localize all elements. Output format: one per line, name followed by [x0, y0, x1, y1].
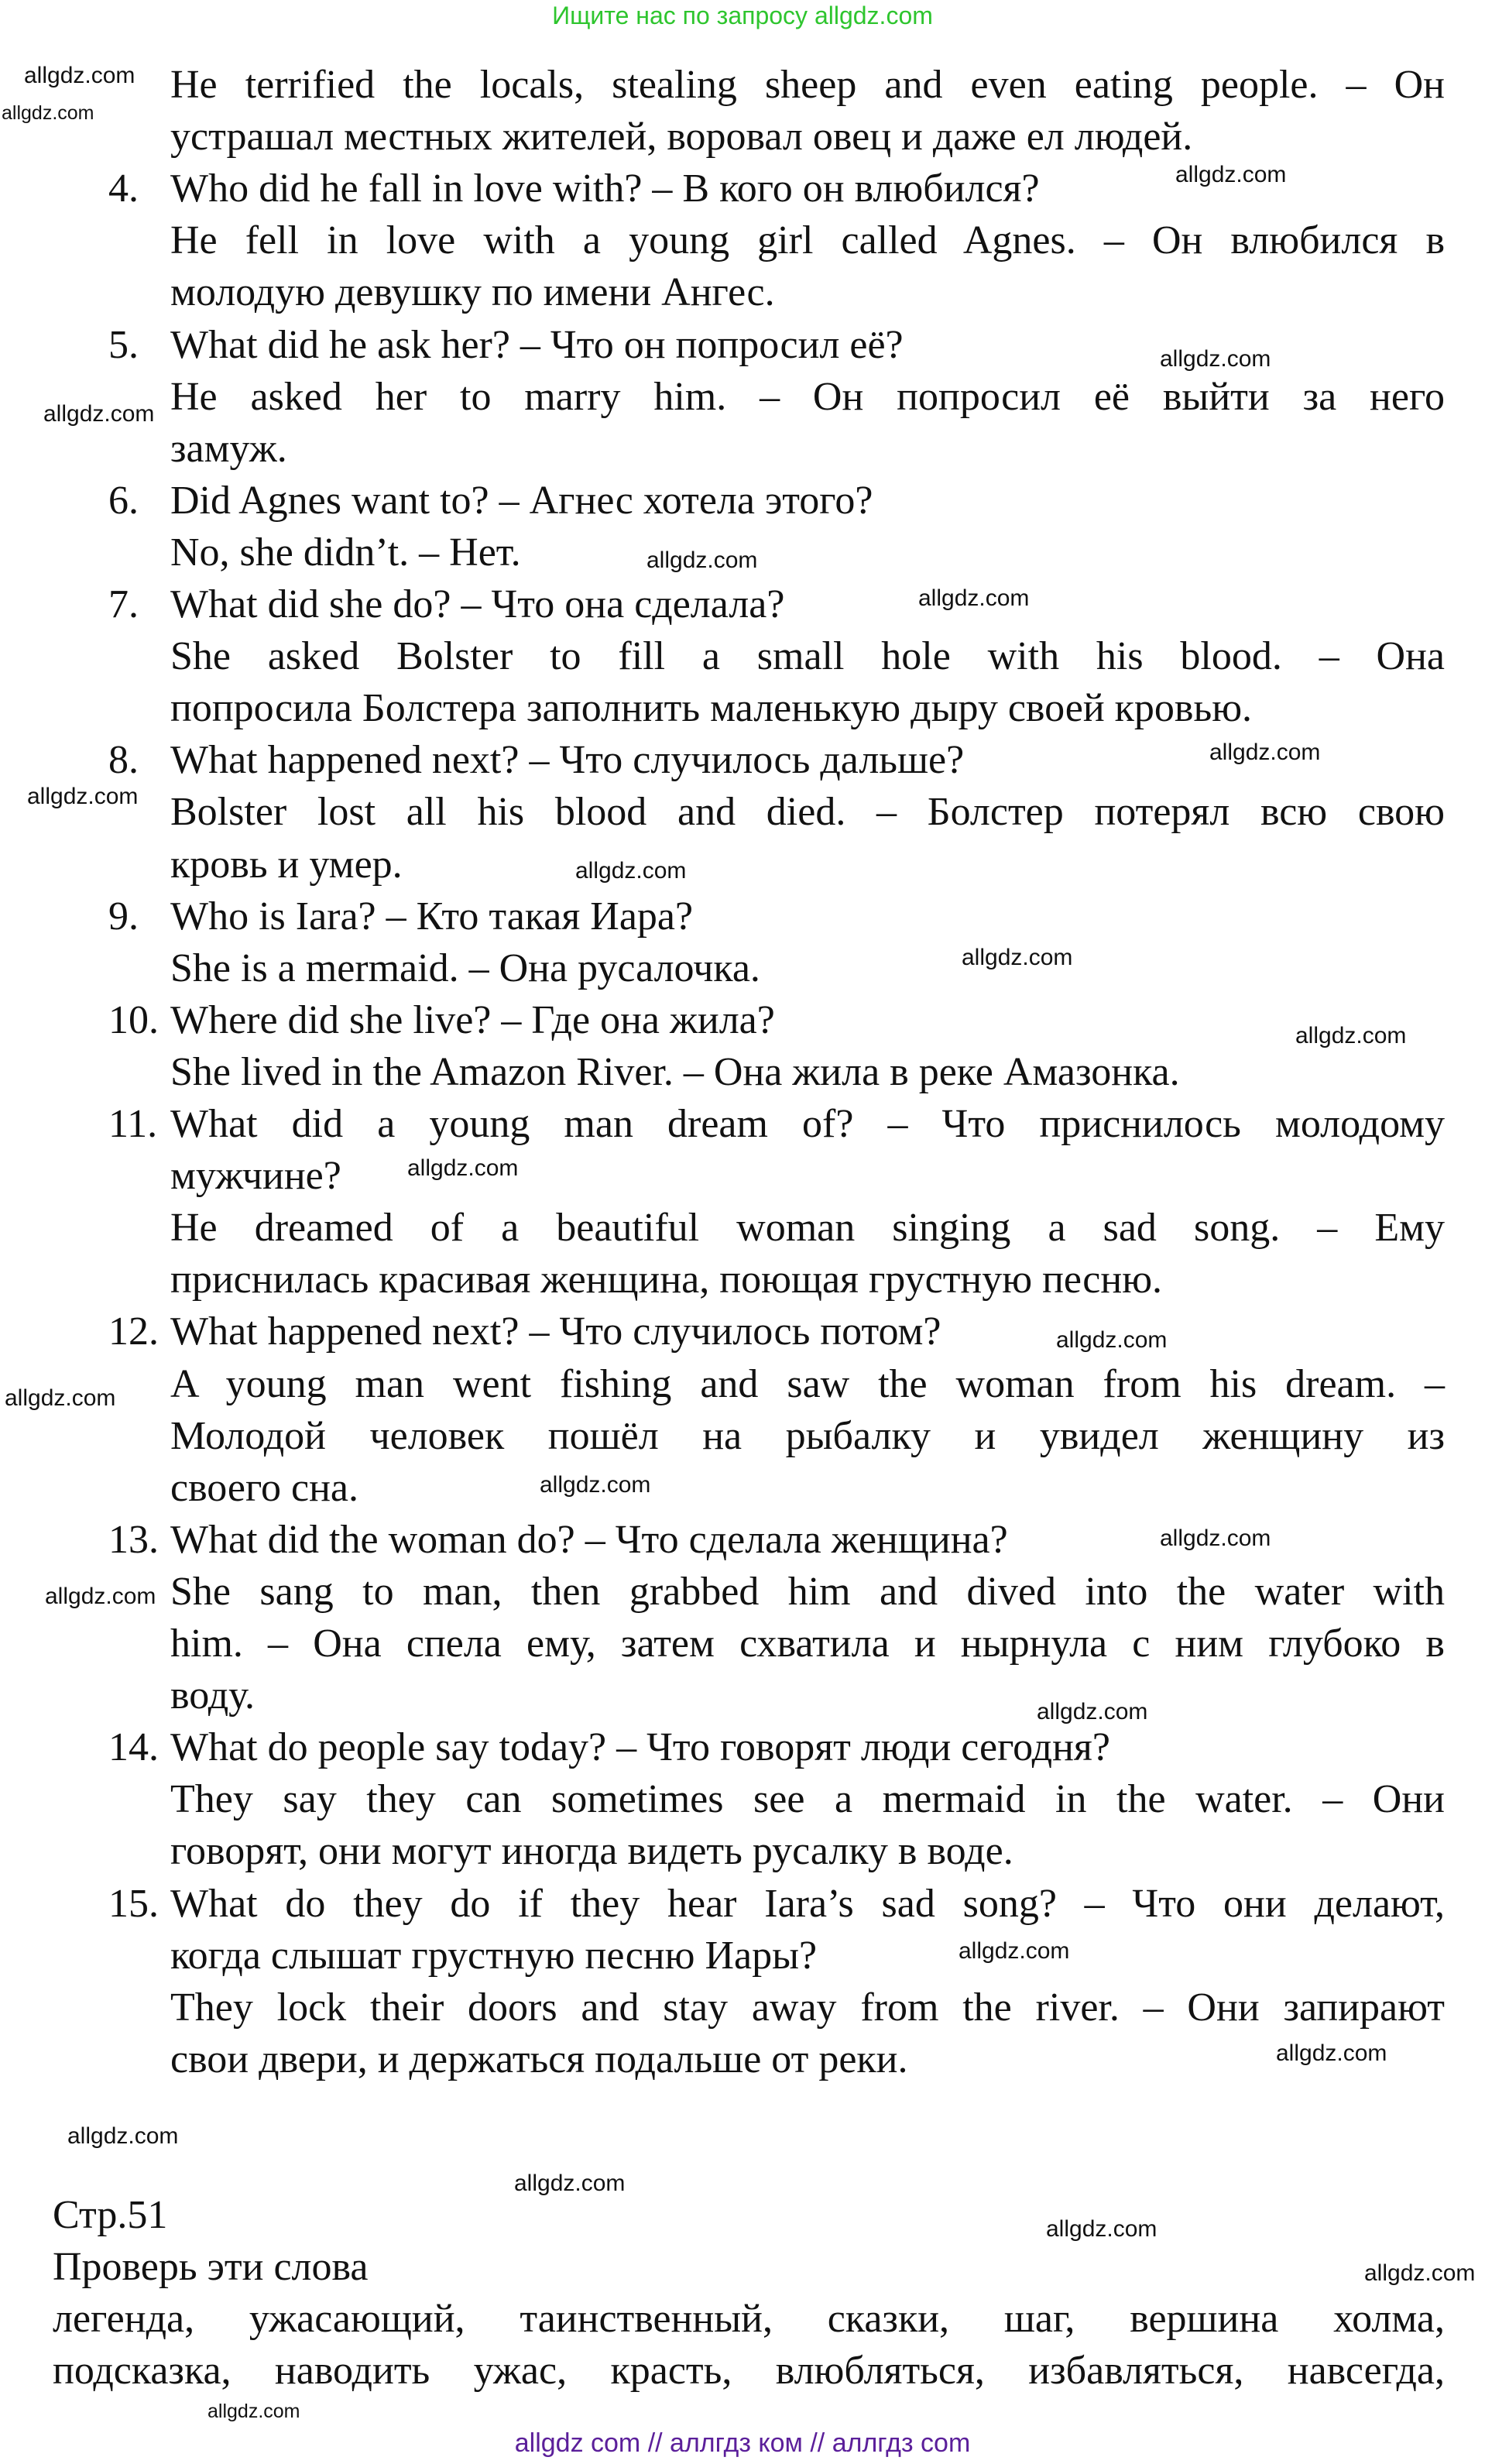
watermark: allgdz.com [1056, 1327, 1168, 1353]
line-text: попросила Болстера заполнить маленькую дыру своей кровью. [170, 686, 1253, 731]
item-number: 10. [108, 997, 159, 1042]
answer-line [0, 839, 1485, 891]
question-line [0, 1098, 1485, 1150]
question-line [0, 1150, 1485, 1202]
line-text: Who did he fall in love with? – В кого он влюбился? [170, 166, 1040, 211]
answer-line [0, 266, 1485, 318]
line-text: мужчине? [170, 1154, 341, 1199]
watermark: allgdz.com [407, 1155, 519, 1181]
line-text: He dreamed of a beautiful woman singing a sad song. – Ему [170, 1206, 1445, 1251]
vocabulary-line [0, 2345, 1485, 2397]
answer-line [0, 1046, 1485, 1098]
item-number: 4. [108, 166, 139, 211]
line-text: молодую девушку по имени Ангес. [170, 270, 775, 315]
section-title [0, 2241, 1485, 2293]
question-line [0, 1878, 1485, 1930]
line-text: What do people say today? – Что говорят люди сегодня? [170, 1725, 1110, 1770]
answer-line [0, 786, 1485, 838]
answer-line [0, 1462, 1485, 1514]
answer-line [0, 1254, 1485, 1306]
line-text: They lock their doors and stay away from the river. – Они запирают [170, 1985, 1445, 2030]
item-number: 12. [108, 1309, 159, 1354]
watermark: allgdz.com [1046, 2216, 1157, 2242]
answer-line [0, 682, 1485, 734]
line-text: Did Agnes want to? – Агнес хотела этого? [170, 478, 873, 523]
answer-line [0, 1773, 1485, 1825]
watermark: allgdz.com [1160, 346, 1271, 372]
answer-line [0, 111, 1485, 163]
item-number: 11. [108, 1102, 158, 1146]
item-number: 5. [108, 322, 139, 367]
search-banner: Ищите нас по запросу allgdz.com [552, 2, 933, 29]
watermark: allgdz.com [540, 1472, 651, 1498]
watermark: allgdz.com [67, 2123, 179, 2149]
answer-line [0, 59, 1485, 111]
watermark: allgdz.com [1364, 2260, 1476, 2286]
watermark: allgdz.com [1175, 162, 1287, 187]
question-line [0, 475, 1485, 527]
question-line [0, 1306, 1485, 1357]
watermark: allgdz.com [959, 1938, 1070, 1964]
watermark: allgdz.com [5, 1385, 116, 1411]
item-number: 8. [108, 738, 139, 783]
answer-line [0, 630, 1485, 682]
line-text: Bolster lost all his blood and died. – Болстер потерял всю свою [170, 790, 1445, 835]
line-text: свои двери, и держаться подальше от реки. [170, 2037, 908, 2081]
watermark: allgdz.com [24, 63, 135, 88]
line-text: устрашал местных жителей, воровал овец и даже ел людей. [170, 115, 1193, 160]
watermark: allgdz.com [1276, 2040, 1387, 2066]
line-text: What did he ask her? – Что он попросил её? [170, 322, 904, 367]
line-text: замуж. [170, 426, 287, 471]
answer-line [0, 1202, 1485, 1254]
item-number: 14. [108, 1725, 159, 1770]
line-text: She is a mermaid. – Она русалочка. [170, 945, 760, 990]
line-text: приснилась красивая женщина, поющая грустную песню. [170, 1258, 1163, 1302]
item-number: 15. [108, 1881, 159, 1926]
watermark: allgdz.com [27, 784, 139, 809]
line-text: What do they do if they hear Iara’s sad song? – Что они делают, [170, 1881, 1445, 1926]
line-text: What did she do? – Что она сделала? [170, 582, 785, 626]
line-text: кровь и умер. [170, 842, 403, 887]
watermark: allgdz.com [1160, 1525, 1271, 1551]
line-text: She asked Bolster to fill a small hole with his blood. – Она [170, 634, 1445, 679]
line-text: Where did she live? – Где она жила? [170, 997, 775, 1042]
line-text: He fell in love with a young girl called Agnes. – Он влюбился в [170, 218, 1445, 263]
line-text: легенда, ужасающий, таинственный, сказки, шаг, вершина холма, [53, 2297, 1445, 2342]
answer-line [0, 423, 1485, 475]
line-text: Стр.51 [53, 2193, 168, 2238]
answer-line [0, 371, 1485, 423]
vocabulary-line [0, 2293, 1485, 2345]
watermark: allgdz.com [45, 1584, 156, 1609]
watermark: allgdz.com [918, 585, 1030, 611]
answer-line [0, 942, 1485, 994]
page-reference [0, 2189, 1485, 2241]
watermark: allgdz.com [1295, 1023, 1407, 1048]
line-text: No, she didn’t. – Нет. [170, 530, 521, 575]
line-text: They say they can sometimes see a mermaid in the water. – Они [170, 1777, 1445, 1822]
watermark: allgdz.com [962, 945, 1073, 970]
watermark: allgdz.com [1037, 1699, 1148, 1724]
line-text: What did the woman do? – Что сделала женщина? [170, 1517, 1008, 1562]
line-text: She sang to man, then grabbed him and dived into the water with [170, 1569, 1445, 1614]
question-line [0, 891, 1485, 942]
line-text: He asked her to marry him. – Он попросил её выйти за него [170, 374, 1445, 419]
item-number: 6. [108, 478, 139, 523]
line-text: воду. [170, 1673, 255, 1718]
watermark: allgdz.com [514, 2171, 626, 2196]
footer-links: allgdz com // аллгдз ком // аллгдз com [514, 2428, 971, 2458]
answer-line [0, 1670, 1485, 1721]
line-text: She lived in the Amazon River. – Она жила в реке Амазонка. [170, 1049, 1180, 1094]
line-text: говорят, они могут иногда видеть русалку в воде. [170, 1829, 1013, 1874]
line-text: What happened next? – Что случилось дальше? [170, 738, 965, 783]
item-number: 7. [108, 582, 139, 626]
answer-line [0, 1618, 1485, 1670]
answer-line [0, 1982, 1485, 2033]
line-text: What did a young man dream of? – Что приснилось молодому [170, 1102, 1445, 1146]
line-text: What happened next? – Что случилось потом? [170, 1309, 941, 1354]
line-text: когда слышат грустную песню Иары? [170, 1933, 818, 1978]
question-line [0, 1930, 1485, 1982]
question-line [0, 1721, 1485, 1773]
line-text: He terrified the locals, stealing sheep and even eating people. – Он [170, 63, 1445, 107]
item-number: 9. [108, 894, 139, 939]
line-text: Who is Iara? – Кто такая Иара? [170, 894, 694, 939]
item-number: 13. [108, 1517, 159, 1562]
line-text: him. – Она спела ему, затем схватила и нырнула с ним глубоко в [170, 1622, 1445, 1666]
answer-line [0, 1358, 1485, 1410]
line-text: A young man went fishing and saw the woman from his dream. – [170, 1361, 1445, 1406]
watermark: allgdz.com [1209, 740, 1321, 765]
answer-line [0, 1566, 1485, 1618]
watermark: allgdz.com [646, 547, 758, 573]
line-text: Молодой человек пошёл на рыбалку и увидел женщину из [170, 1413, 1445, 1458]
line-text: Проверь эти слова [53, 2245, 369, 2290]
answer-line [0, 1410, 1485, 1462]
question-line [0, 578, 1485, 630]
question-line [0, 994, 1485, 1046]
watermark: allgdz.com [575, 858, 687, 884]
answer-line [0, 1825, 1485, 1877]
watermark: allgdz.com [2, 102, 94, 124]
watermark: allgdz.com [207, 2401, 300, 2422]
answer-line [0, 214, 1485, 266]
answer-line [0, 2033, 1485, 2085]
line-text: своего сна. [170, 1465, 359, 1510]
watermark: allgdz.com [43, 401, 155, 427]
line-text: подсказка, наводить ужас, красть, влюбляться, избавляться, навсегда, [53, 2349, 1445, 2394]
